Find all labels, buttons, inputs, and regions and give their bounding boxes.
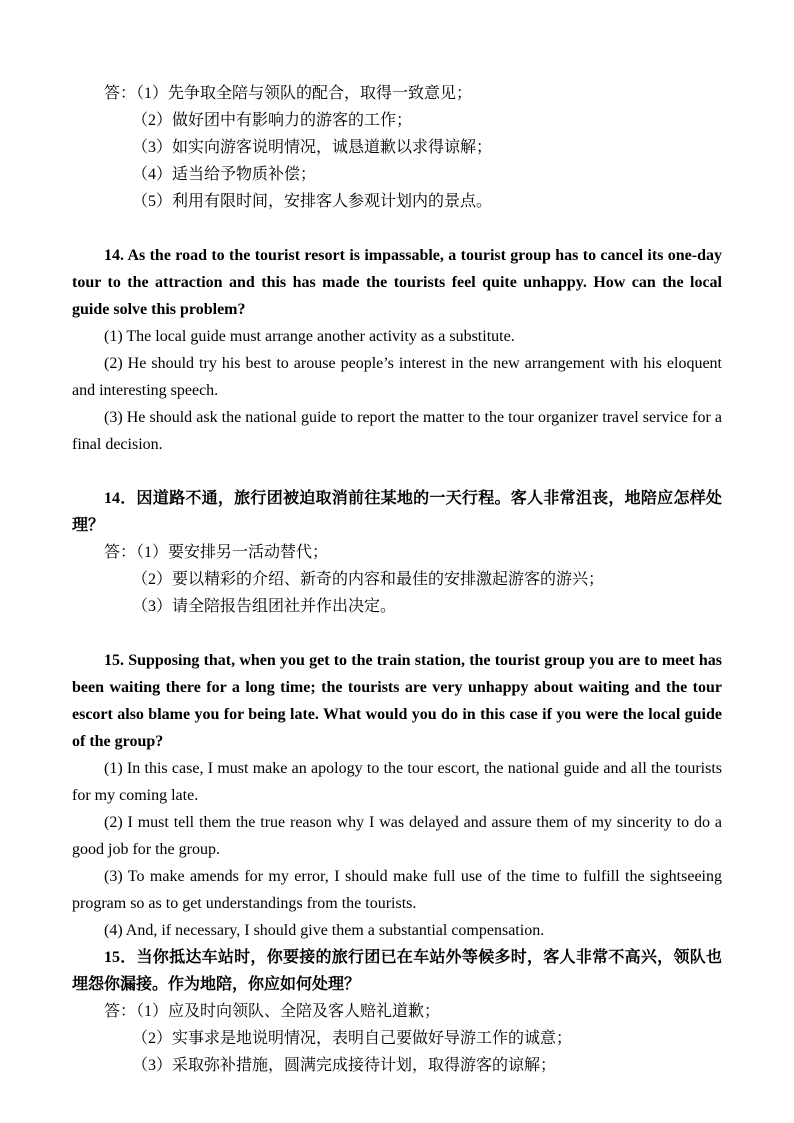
answer-line: (2) I must tell them the true reason why I was delayed and assure them of my sincerity to do a good job for the group. <box>72 814 722 858</box>
answer-line: (1) In this case, I must make an apology to the tour escort, the national guide and all the tourists for my coming late. <box>72 760 722 804</box>
answer-line: （2）要以精彩的介绍、新奇的内容和最佳的安排激起游客的游兴； <box>132 571 605 588</box>
question-14-zh-section <box>72 485 722 620</box>
answer-line: （4）适当给予物质补偿； <box>132 166 317 183</box>
question-15-zh-section <box>72 944 722 1079</box>
question-15-en-section <box>72 647 722 944</box>
answer-line: (1) The local guide must arrange another activity as a substitute. <box>104 328 515 345</box>
question-heading-zh-15: 15．当你抵达车站时，你要接的旅行团已在车站外等候多时，客人非常不高兴，领队也埋怨你漏接。作为地陪，你应如何处理？ <box>72 949 722 993</box>
answer-line: (2) He should try his best to arouse people’s interest in the new arrangement with his eloquent and interesting speech. <box>72 355 722 399</box>
answer-line: 答：（1）要安排另一活动替代； <box>104 544 329 561</box>
question-heading-en-15: 15. Supposing that, when you get to the train station, the tourist group you are to meet has been waiting there for a long time; the tourists are very unhappy about waiting and the tour escort also blame you for being late. What would you do in this case if you were the local guide of the group? <box>72 652 722 750</box>
answer-line: (3) He should ask the national guide to report the matter to the tour organizer travel service for a final decision. <box>72 409 722 453</box>
answer-line: （3）采取弥补措施，圆满完成接待计划，取得游客的谅解； <box>132 1057 557 1074</box>
answer-line: 答：（1）先争取全陪与领队的配合，取得一致意见； <box>104 85 473 102</box>
answer-13-section <box>72 80 722 215</box>
answer-line: （3）请全陪报告组团社并作出决定。 <box>132 598 397 615</box>
question-heading-zh-14: 14．因道路不通，旅行团被迫取消前往某地的一天行程。客人非常沮丧，地陪应怎样处理？ <box>72 490 722 534</box>
question-heading-en-14: 14. As the road to the tourist resort is impassable, a tourist group has to cancel its one-day tour to the attraction and this has made the tourists feel quite unhappy. How can the local guide solve this problem? <box>72 247 722 318</box>
answer-line: （2）做好团中有影响力的游客的工作； <box>132 112 413 129</box>
answer-line: (3) To make amends for my error, I should make full use of the time to fulfill the sightseeing program so as to get understandings from the tourists. <box>72 868 722 912</box>
answer-line: (4) And, if necessary, I should give them a substantial compensation. <box>104 922 545 939</box>
question-14-en-section <box>72 242 722 458</box>
answer-line: （5）利用有限时间，安排客人参观计划内的景点。 <box>132 193 493 210</box>
answer-line: （2）实事求是地说明情况，表明自己要做好导游工作的诚意； <box>132 1030 573 1047</box>
answer-line: 答：（1）应及时向领队、全陪及客人赔礼道歉； <box>104 1003 441 1020</box>
answer-line: （3）如实向游客说明情况，诚恳道歉以求得谅解； <box>132 139 493 156</box>
